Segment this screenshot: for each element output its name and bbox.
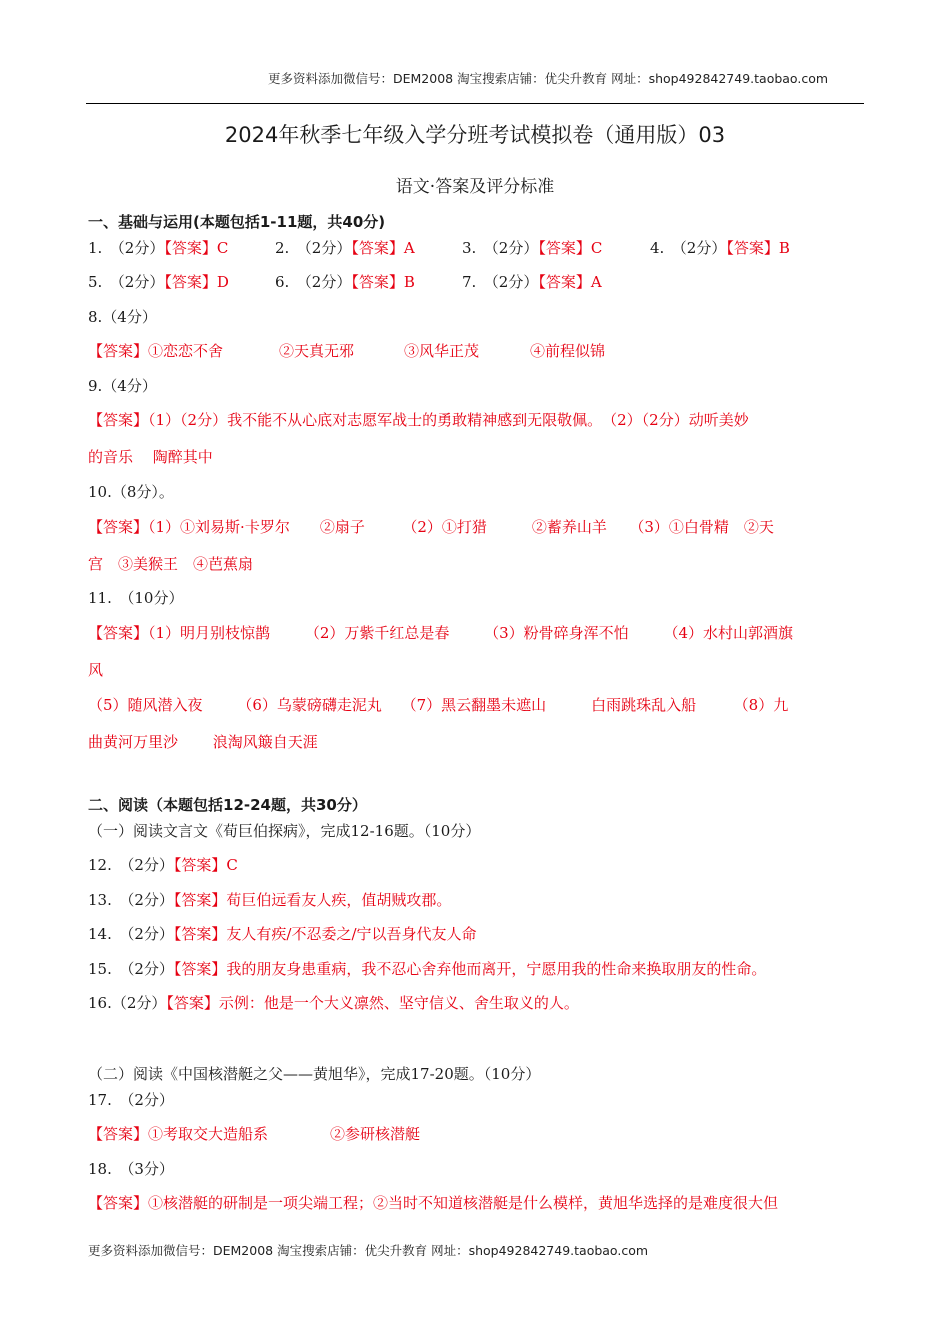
- q11-answer-text: （1）明月别枝惊鹊 （2）万紫千红总是春 （3）粉骨碎身浑不怕 （4）水村山郭酒旗: [148, 624, 793, 642]
- reading-part2-heading: （二）阅读《中国核潜艇之父——黄旭华》，完成17-20题。（10分）: [88, 1065, 541, 1083]
- q15-answer: 我的朋友身患重病，我不忍心舍弃他而离开，宁愿用我的性命来换取朋友的性命。: [226, 960, 767, 978]
- q12-answer: C: [226, 856, 238, 874]
- q11-number: 11. （10分）: [88, 589, 184, 607]
- q10-answer-text: （1）①刘易斯·卡罗尔 ②扇子 （2）①打猎 ②蓄养山羊 （3）①白骨精 ②天: [148, 518, 774, 536]
- answer-label: 【答案】: [88, 624, 149, 642]
- q5-answer: D: [216, 273, 229, 291]
- q9-number: 9.（4分）: [88, 377, 157, 395]
- answer-label: 【答案】: [88, 1125, 149, 1143]
- answer-label: 【答案】: [88, 342, 149, 360]
- q10-number: 10.（8分）。: [88, 483, 174, 501]
- answer-q14: [88, 923, 477, 944]
- q7-answer: A: [590, 273, 602, 291]
- q5-number: 5. （2分）: [88, 273, 165, 291]
- answer-row-q1-q4: [88, 237, 228, 258]
- q13-number: 13. （2分）: [88, 891, 174, 909]
- q18-number: 18. （3分）: [88, 1160, 174, 1178]
- q17-answer: [88, 1123, 268, 1144]
- q7-number: 7. （2分）: [462, 273, 539, 291]
- answer-label: 【答案】: [726, 239, 779, 257]
- q8-answer: [88, 340, 223, 361]
- q17-answer-2: ②参研核潜艇: [330, 1125, 421, 1143]
- answer-label: 【答案】: [173, 856, 227, 874]
- q2-answer: A: [403, 239, 415, 257]
- q11-answer-line3: （5）随风潜入夜 （6）乌蒙磅礴走泥丸 （7）黑云翻墨未遮山 白雨跳珠乱入船 （8）九: [88, 696, 789, 714]
- answer-label: 【答案】: [166, 994, 219, 1012]
- q14-answer: 友人有疾/不忍委之/宁以吾身代友人命: [226, 925, 477, 943]
- answer-q7: [462, 271, 602, 292]
- answer-q15: [88, 958, 766, 979]
- answer-q6: [275, 271, 415, 292]
- answer-label: 【答案】: [164, 273, 217, 291]
- answer-label: 【答案】: [88, 518, 149, 536]
- section-heading-basics: 一、基础与运用(本题包括1-11题，共40分): [88, 213, 386, 231]
- answer-q16: [88, 992, 579, 1013]
- q9-answer-text: （1）（2分）我不能不从心底对志愿军战士的勇敢精神感到无限敬佩。 （2）（2分）动听美妙: [148, 411, 749, 429]
- q6-number: 6. （2分）: [275, 273, 352, 291]
- answer-label: 【答案】: [173, 925, 227, 943]
- q11-answer-line2: 风: [88, 661, 104, 679]
- q18-answer: [88, 1192, 778, 1213]
- q8-number: 8.（4分）: [88, 308, 157, 326]
- q18-answer-text: ①核潜艇的研制是一项尖端工程；②当时不知道核潜艇是什么模样，黄旭华选择的是难度很大但: [148, 1194, 779, 1212]
- q17-number: 17. （2分）: [88, 1091, 174, 1109]
- q10-answer-line2: 宫 ③美猴王 ④芭蕉扇: [88, 555, 254, 573]
- q16-answer: 示例：他是一个大义凛然、坚守信义、舍生取义的人。: [218, 994, 579, 1012]
- q9-answer-line2: 的音乐 陶醉其中: [88, 448, 213, 466]
- q10-answer-line1: [88, 516, 774, 537]
- q17-answer-1: ①考取交大造船系: [148, 1125, 269, 1143]
- q16-number: 16.（2分）: [88, 994, 167, 1012]
- q13-answer: 荀巨伯远看友人疾，值胡贼攻郡。: [226, 891, 452, 909]
- q3-answer: C: [590, 239, 603, 257]
- q11-answer-line4: 曲黄河万里沙 浪淘风簸自天涯: [88, 733, 318, 751]
- answer-label: 【答案】: [351, 273, 404, 291]
- answer-q13: [88, 889, 451, 910]
- q14-number: 14. （2分）: [88, 925, 174, 943]
- answer-label: 【答案】: [164, 239, 217, 257]
- answer-label: 【答案】: [538, 239, 591, 257]
- answer-q2: [275, 237, 415, 258]
- q8-answer-2: ②天真无邪: [279, 342, 355, 360]
- q15-number: 15. （2分）: [88, 960, 174, 978]
- q9-answer-line1: [88, 409, 749, 430]
- q12-number: 12. （2分）: [88, 856, 174, 874]
- page-subtitle: 语文·答案及评分标准: [395, 177, 555, 197]
- q1-number: 1. （2分）: [88, 239, 165, 257]
- answer-label: 【答案】: [538, 273, 591, 291]
- answer-q4: [650, 237, 790, 258]
- answer-label: 【答案】: [351, 239, 404, 257]
- answer-q3: [462, 237, 602, 258]
- answer-label: 【答案】: [173, 960, 227, 978]
- answer-label: 【答案】: [88, 411, 149, 429]
- q11-answer-line1: [88, 622, 793, 643]
- q3-number: 3. （2分）: [462, 239, 539, 257]
- answer-label: 【答案】: [88, 1194, 149, 1212]
- section-heading-reading: 二、阅读（本题包括12-24题，共30分）: [88, 796, 367, 814]
- q8-answer-3: ③风华正茂: [404, 342, 480, 360]
- q4-number: 4. （2分）: [650, 239, 727, 257]
- q8-answer-4: ④前程似锦: [530, 342, 606, 360]
- q2-number: 2. （2分）: [275, 239, 352, 257]
- q6-answer: B: [403, 273, 415, 291]
- page-title: 2024年秋季七年级入学分班考试模拟卷（通用版）03: [224, 123, 726, 147]
- answer-q5: [88, 271, 229, 292]
- q1-answer: C: [216, 239, 229, 257]
- page-footer-text: 更多资料添加微信号：DEM2008 淘宝搜索店铺：优尖升教育 网址：shop492842749.taobao.com: [88, 1243, 649, 1258]
- q8-answer-1: ①恋恋不舍: [148, 342, 224, 360]
- q4-answer: B: [778, 239, 790, 257]
- page-header-text: 更多资料添加微信号：DEM2008 淘宝搜索店铺：优尖升教育 网址：shop492842749.taobao.com: [268, 71, 829, 86]
- header-rule: [86, 103, 864, 104]
- answer-q12: [88, 854, 238, 875]
- answer-label: 【答案】: [173, 891, 227, 909]
- reading-part1-heading: （一）阅读文言文《荀巨伯探病》，完成12-16题。（10分）: [88, 822, 481, 840]
